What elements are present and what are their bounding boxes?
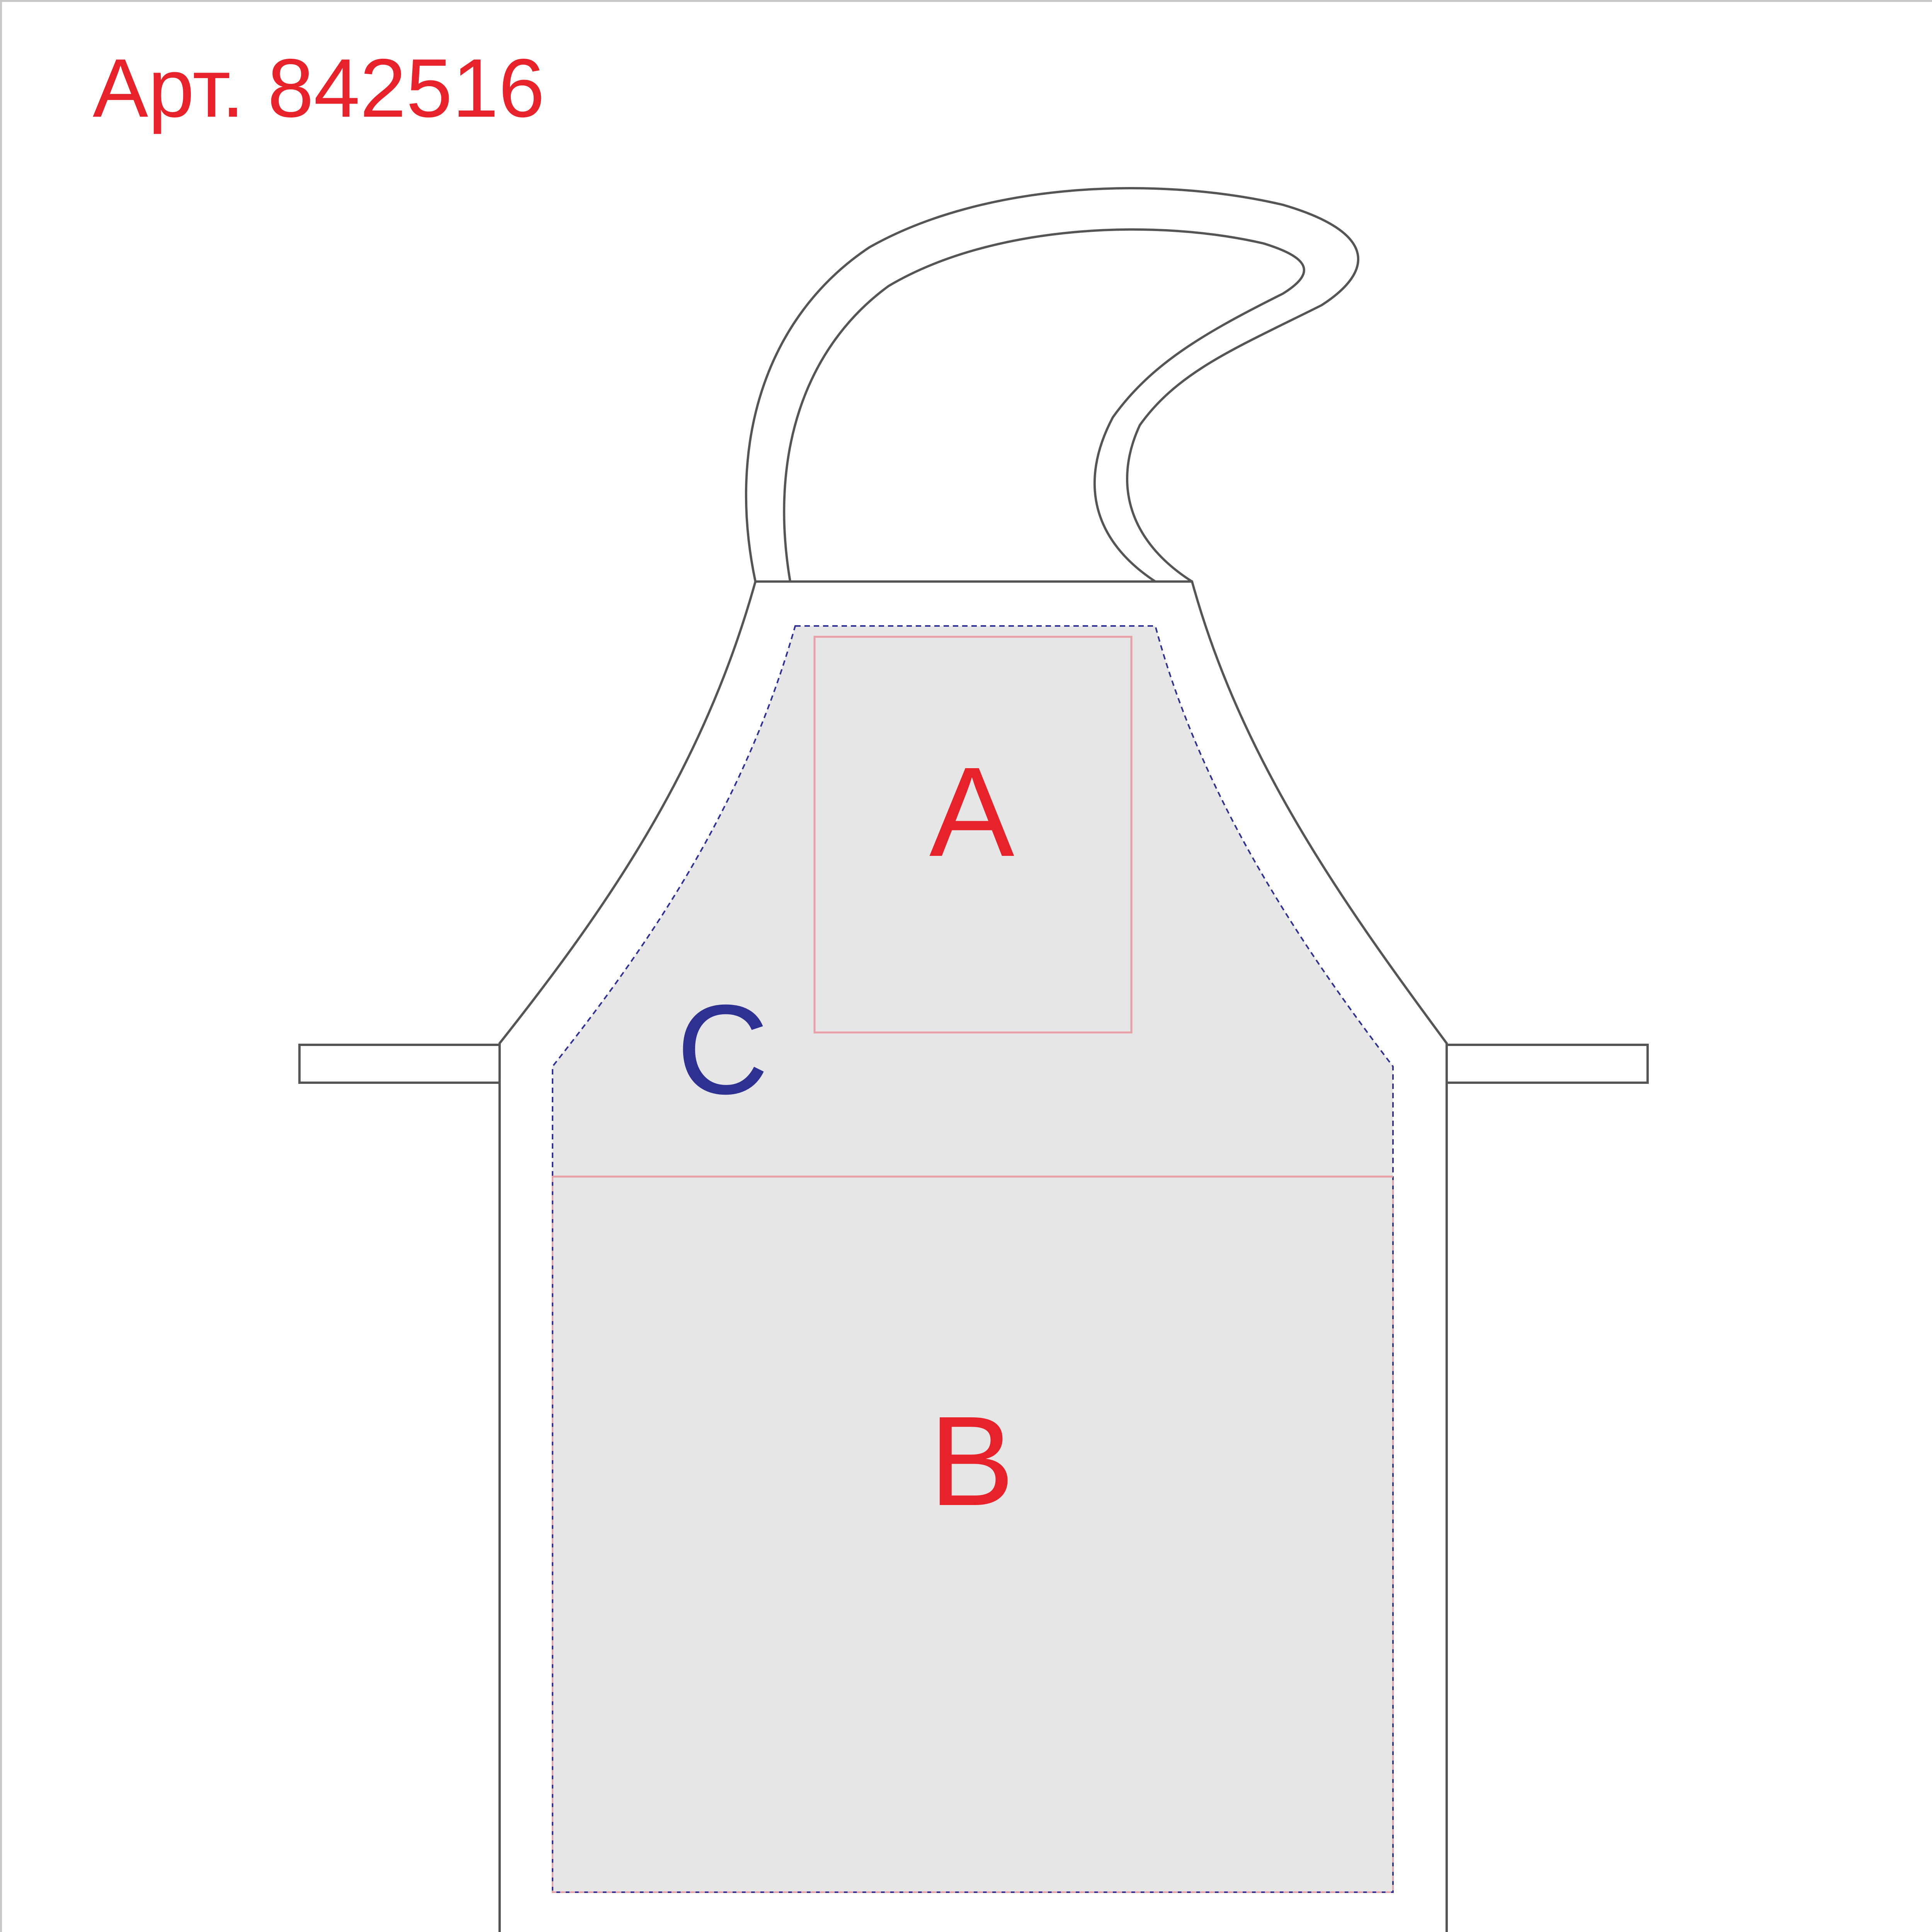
apron-tie-right [1447, 1045, 1648, 1083]
zone-c-label: C [676, 978, 769, 1121]
article-title: Арт. 842516 [93, 41, 545, 134]
zone-b-label: B [929, 1389, 1015, 1532]
apron-neck-strap [746, 188, 1358, 582]
apron-neck-strap-inner [784, 230, 1304, 582]
zone-a-label: A [929, 740, 1015, 883]
apron-tie-left [299, 1045, 500, 1083]
